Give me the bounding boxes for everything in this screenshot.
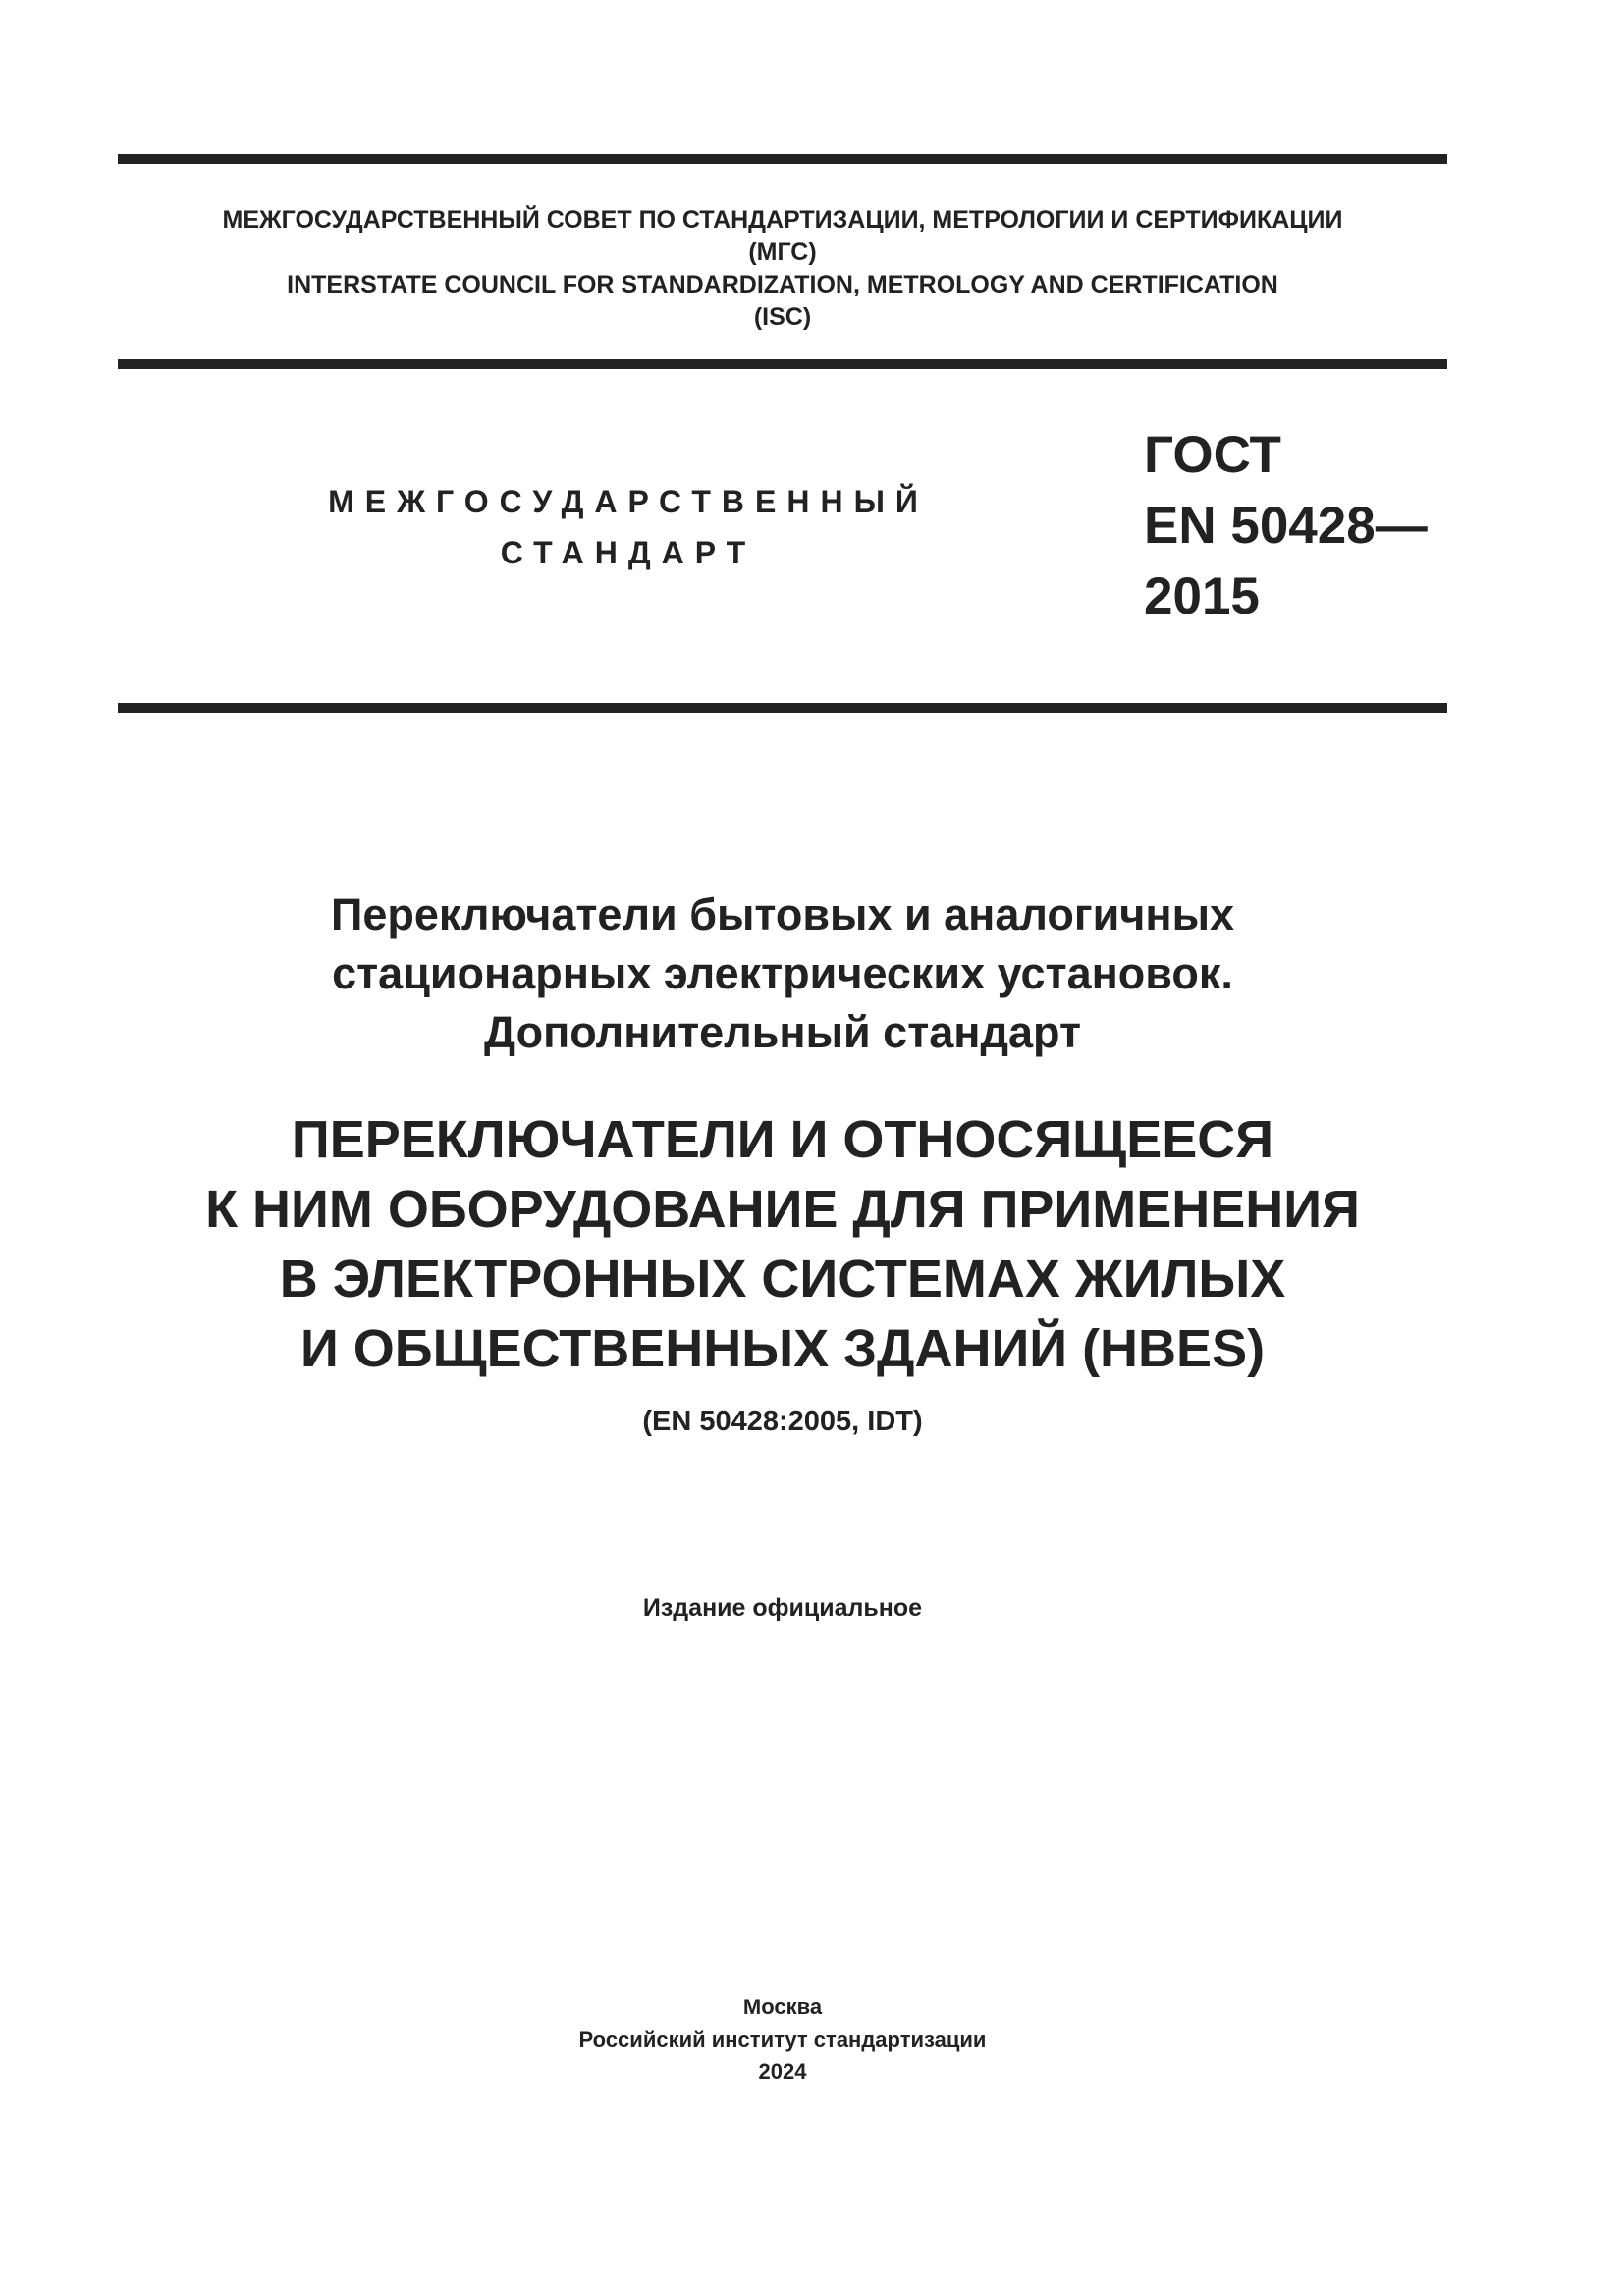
council-name-ru: МЕЖГОСУДАРСТВЕННЫЙ СОВЕТ ПО СТАНДАРТИЗАЦИИ, МЕТРОЛОГИИ И СЕРТИФИКАЦИИ <box>222 206 1343 234</box>
designation-line3: 2015 <box>1144 567 1260 625</box>
title-main-line: И ОБЩЕСТВЕННЫХ ЗДАНИЙ (HBES) <box>299 1319 1266 1378</box>
title-ru-line: стационарных электрических установок. <box>332 948 1233 998</box>
title-main-line: В ЭЛЕКТРОННЫХ СИСТЕМАХ ЖИЛЫХ <box>279 1250 1286 1308</box>
designation-line2: EN 50428— <box>1144 497 1428 555</box>
title-ru-line: Переключатели бытовых и аналогичных <box>330 889 1235 939</box>
source-identity: (EN 50428:2005, IDT) <box>642 1406 923 1437</box>
section-rule <box>118 703 1447 713</box>
standard-type-line2: СТАНДАРТ <box>500 535 757 570</box>
title-main-line: К НИМ ОБОРУДОВАНИЕ ДЛЯ ПРИМЕНЕНИЯ <box>205 1180 1360 1239</box>
imprint <box>118 1991 1447 2088</box>
council-header <box>118 204 1447 334</box>
imprint-publisher: Российский институт стандартизации <box>578 2027 987 2052</box>
edition-label: Издание официальное <box>642 1594 923 1622</box>
designation-line1: ГОСТ <box>1144 426 1281 484</box>
council-abbr-en: (ISC) <box>753 303 812 331</box>
document-title-ru <box>118 885 1447 1062</box>
council-abbr-ru: (МГС) <box>748 239 817 266</box>
document-title-main <box>118 1105 1447 1384</box>
standard-type-line1: МЕЖГОСУДАРСТВЕННЫЙ <box>328 484 929 519</box>
title-main-line: ПЕРЕКЛЮЧАТЕЛИ И ОТНОСЯЩЕЕСЯ <box>291 1110 1274 1169</box>
title-ru-line: Дополнительный стандарт <box>484 1007 1081 1057</box>
standard-designation <box>1144 420 1428 632</box>
imprint-year: 2024 <box>758 2059 807 2084</box>
standard-type <box>236 476 1021 578</box>
header-rule <box>118 359 1447 369</box>
council-name-en: INTERSTATE COUNCIL FOR STANDARDIZATION, METROLOGY AND CERTIFICATION <box>287 271 1278 298</box>
top-rule <box>118 154 1447 164</box>
imprint-city: Москва <box>742 1995 823 2019</box>
